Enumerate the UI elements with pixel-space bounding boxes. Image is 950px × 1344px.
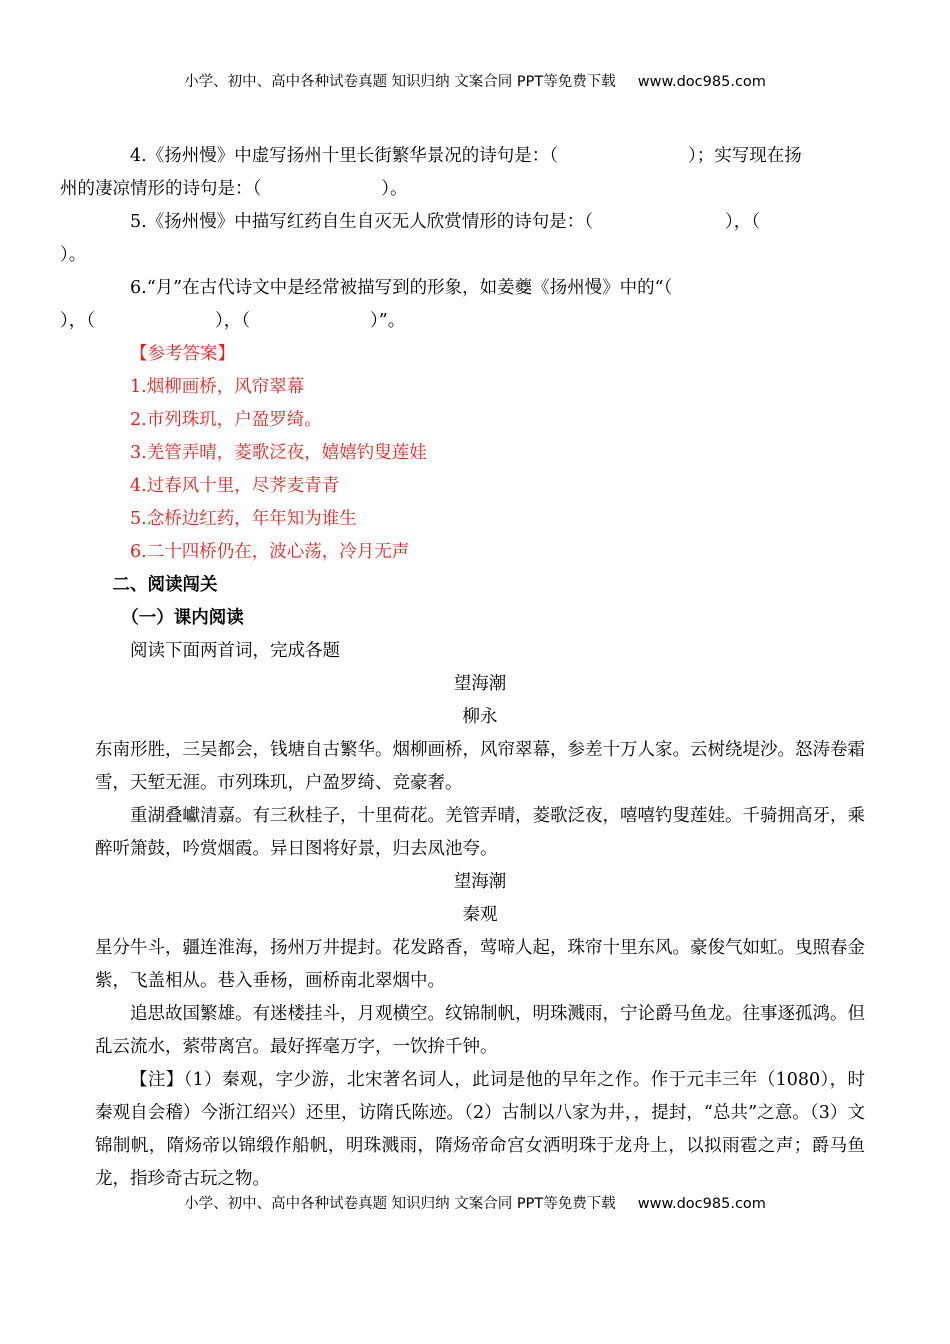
section-instruction: 阅读下面两首词，完成各题 — [130, 641, 340, 661]
poem1-para1: 东南形胜，三吴都会，钱塘自古繁华。烟柳画桥，风帘翠幕，参差十万人家。云树绕堤沙。怒涛卷霜雪，天堑无涯。市列珠玑，户盈罗绮、竞豪奢。 — [95, 740, 865, 793]
poem2-para2: 追思故国繁雄。有迷楼挂斗，月观横空。纹锦制帆，明珠溅雨，宁论爵马鱼龙。往事逐孤鸿。但乱云流水，萦带离宫。最好挥毫万字，一饮拚千钟。 — [95, 1004, 865, 1057]
question-6: 6.“月”在古代诗文中是经常被描写到的形象，如姜夔《扬州慢》中的“（ ），（ ），（ ）”。 — [60, 278, 673, 331]
document-body — [60, 140, 865, 1196]
poem2-title: 望海潮 — [453, 872, 507, 892]
header-text: 小学、初中、高中各种试卷真题 知识归纳 文案合同 PPT等免费下载 — [184, 74, 616, 90]
section-subtitle: （一）课内阅读 — [121, 608, 244, 628]
section-title: 二、阅读闯关 — [112, 575, 218, 595]
footer-text: 小学、初中、高中各种试卷真题 知识归纳 文案合同 PPT等免费下载 — [184, 1196, 616, 1212]
footer-url[interactable]: www.doc985.com — [637, 1196, 766, 1212]
page-footer — [0, 1192, 950, 1213]
page-header — [0, 70, 950, 91]
poem2-para1: 星分牛斗，疆连淮海，扬州万井提封。花发路香，莺啼人起，珠帘十里东风。豪俊气如虹。曳照春金紫，飞盖相从。巷入垂杨，画桥南北翠烟中。 — [95, 938, 865, 991]
poem1-author: 柳永 — [462, 707, 498, 727]
question-5: 5.《扬州慢》中描写红药自生自灭无人欣赏情形的诗句是：（ ），（ ）。 — [60, 212, 760, 265]
header-url[interactable]: www.doc985.com — [637, 74, 766, 90]
poem1-para2: 重湖叠巘清嘉。有三秋桂子，十里荷花。羌管弄晴，菱歌泛夜，嘻嘻钓叟莲娃。千骑拥高牙，乘醉听箫鼓，吟赏烟霞。异日图将好景，归去凤池夸。 — [95, 806, 865, 859]
answer-item: 1.烟柳画桥，风帘翠幕 — [130, 377, 305, 397]
answer-item: 4.过春风十里，尽荠麦青青 — [130, 476, 340, 496]
answer-item: 3.羌管弄晴，菱歌泛夜，嬉嬉钓叟莲娃 — [130, 443, 427, 463]
poem2-author: 秦观 — [462, 905, 498, 925]
answer-item: 5.念桥边红药，年年知为谁生 — [130, 509, 357, 529]
question-4: 4.《扬州慢》中虚写扬州十里长街繁华景况的诗句是：（ ）；实写现在扬 州的凄凉情形的诗句是：（ ）。 — [60, 146, 802, 199]
answers-title: 【参考答案】 — [130, 344, 235, 364]
poem-note: 【注】（1）秦观，字少游，北宋著名词人，此词是他的早年之作。作于元丰三年（1080），时秦观自会稽）今浙江绍兴）还里，访隋氏陈迹。（2）古制以八家为井，，提封，“总共”之意。（3）文锦制帆，隋炀帝以锦缎作船帆，明珠溅雨，隋炀帝命宫女洒明珠于龙舟上，以拟雨雹之声；爵马鱼龙，指珍奇古玩之物。 — [95, 1070, 865, 1189]
answer-item: 6.二十四桥仍在，波心荡，冷月无声 — [130, 542, 410, 562]
poem1-title: 望海潮 — [453, 674, 507, 694]
answer-item: 2.市列珠玑，户盈罗绮。 — [130, 410, 322, 430]
